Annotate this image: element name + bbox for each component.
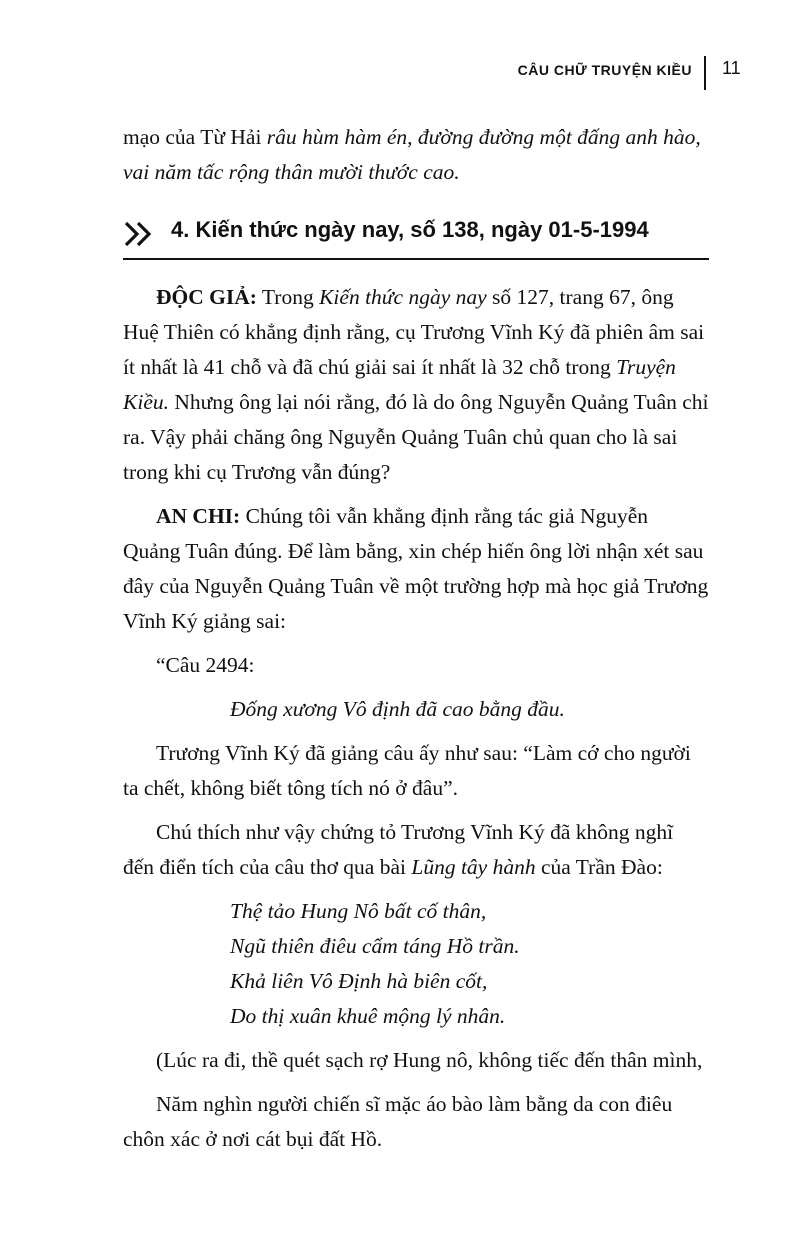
- page-header: [0, 56, 800, 90]
- poem-line: Ngũ thiên điêu cẩm táng Hồ trần.: [230, 934, 520, 958]
- section-title: 4. Kiến thức ngày nay, số 138, ngày 01-5-1994: [171, 217, 649, 242]
- poem-line: Do thị xuân khuê mộng lý nhân.: [230, 1004, 506, 1028]
- intro-plain-text: mạo của Từ Hải: [123, 125, 267, 149]
- translation-line: Năm nghìn người chiến sĩ mặc áo bào làm bằng da con điêu chôn xác ở nơi cát bụi đất Hồ.: [123, 1092, 673, 1151]
- double-chevron-right-icon: [123, 220, 157, 248]
- poem-line: Thệ tảo Hung Nô bất cố thân,: [230, 899, 487, 923]
- quoted-verse: Đống xương Vô định đã cao bằng đầu.: [230, 697, 565, 721]
- poem-title: Lũng tây hành: [411, 855, 536, 879]
- poem-line: Khả liên Vô Định hà biên cốt,: [230, 969, 488, 993]
- section-heading: [123, 212, 709, 260]
- explanation-paragraph-2: [123, 815, 709, 885]
- explanation-text: Chú thích như vậy chứng tỏ Trương Vĩnh Ký đã không nghĩ đến điển tích của câu thơ qua bài: [123, 820, 674, 879]
- answer-label: AN CHI:: [156, 504, 241, 528]
- answer-paragraph: [123, 499, 709, 639]
- quote-intro: “Câu 2494:: [156, 653, 255, 677]
- translation-line: (Lúc ra đi, thề quét sạch rợ Hung nô, không tiếc đến thân mình,: [156, 1048, 703, 1072]
- running-title: CÂU CHỮ TRUYỆN KIỀU: [517, 62, 692, 78]
- reader-question: [123, 280, 709, 490]
- header-divider: [704, 56, 706, 90]
- reader-text: Trong: [256, 285, 320, 309]
- intro-paragraph: [123, 120, 709, 190]
- explanation-paragraph: Trương Vĩnh Ký đã giảng câu ấy như sau: “Làm cớ cho người ta chết, không biết tông tích nó ở đâu”.: [123, 741, 691, 800]
- intro-paragraph-block: [123, 120, 709, 190]
- article-body: [123, 280, 709, 1157]
- poem-block: [123, 894, 709, 1034]
- answer-text: Chúng tôi vẫn khẳng định rằng tác giả Nguyễn Quảng Tuân đúng. Để làm bằng, xin chép hiến ông lời nhận xét sau đây của Nguyễn Quảng Tuân về một trường hợp mà học giả Trương Vĩnh Ký giảng sai:: [123, 504, 709, 633]
- intro-italic-text: râu hùm hàm én, đường đường một đấng anh hào, vai năm tấc rộng thân mười thước cao.: [123, 125, 701, 184]
- page-number: 11: [722, 58, 741, 78]
- reader-text: Nhưng ông lại nói rằng, đó là do ông Nguyễn Quảng Tuân chỉ ra. Vậy phải chăng ông Nguyễn Quảng Tuân chủ quan cho là sai trong khi cụ Trương vẫn đúng?: [123, 390, 709, 484]
- reader-text: số 127, trang 67, ông Huệ Thiên có khẳng định rằng, cụ Trương Vĩnh Ký đã phiên âm sai ít nhất là 41 chỗ và đã chú giải sai ít nhất là 32 chỗ trong: [123, 285, 705, 379]
- explanation-text: của Trần Đào:: [535, 855, 663, 879]
- reader-label: ĐỘC GIẢ:: [156, 285, 257, 309]
- reader-italic-title: Kiến thức ngày nay: [319, 285, 487, 309]
- reader-italic-book: Truyện Kiều.: [123, 355, 676, 414]
